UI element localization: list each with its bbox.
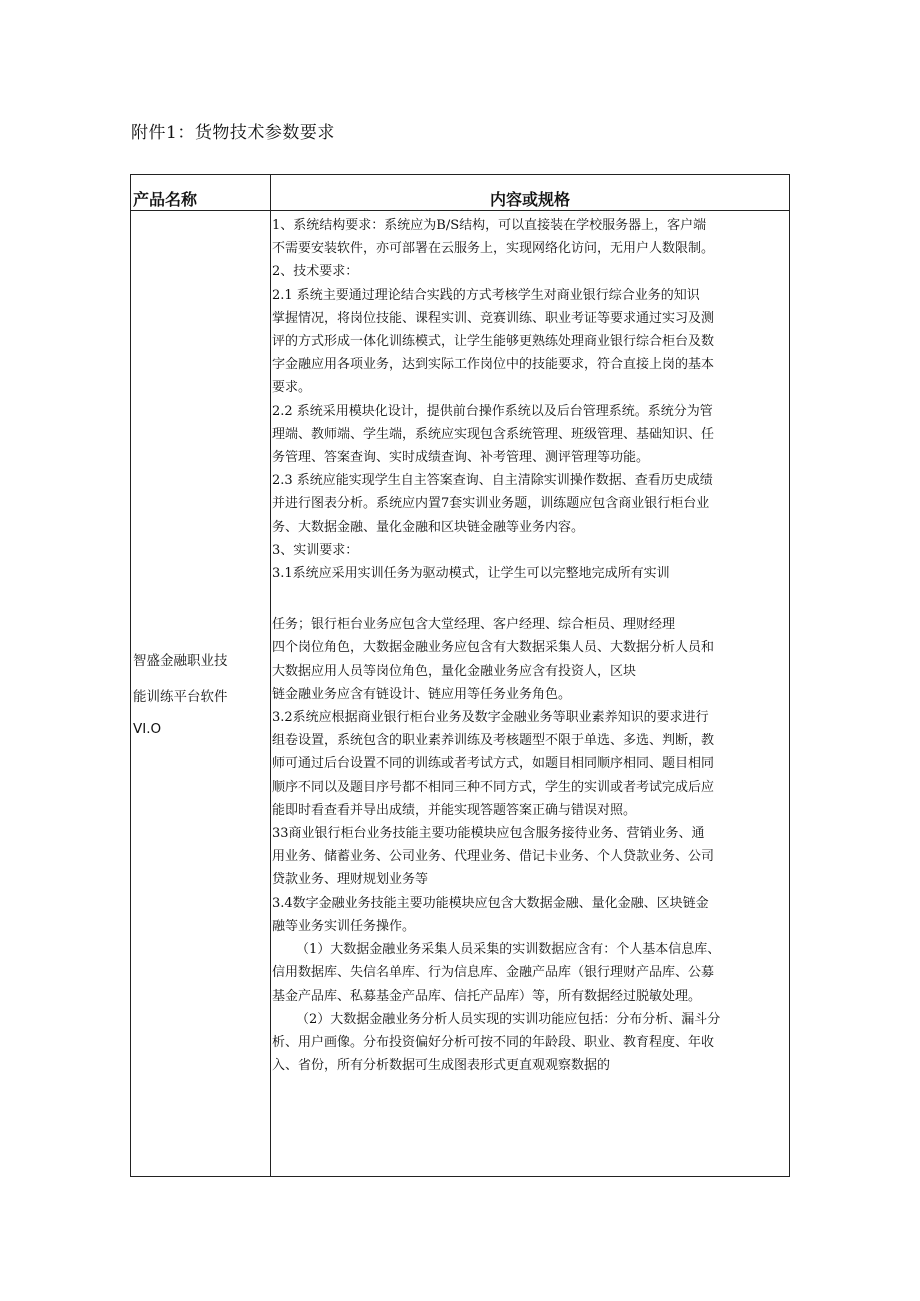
content-line: （1）大数据金融业务采集人员采集的实训数据应含有：个人基本信息库、 (296, 942, 721, 958)
content-line: 用业务、储蓄业务、公司业务、代理业务、借记卡业务、个人贷款业务、公司 (272, 849, 715, 865)
content-line: 理端、教师端、学生端，系统应实现包含系统管理、班级管理、基础知识、任 (272, 426, 715, 442)
content-line: 不需要安装软件，亦可部署在云服务上，实现网络化访问，无用户人数限制。 (272, 241, 715, 257)
content-line: 融等业务实训任务操作。 (272, 918, 416, 934)
content-line: 务、大数据金融、量化金融和区块链金融等业务内容。 (272, 519, 585, 535)
content-line: 任务；银行柜台业务应包含大堂经理、客户经理、综合柜员、理财经理 (272, 617, 676, 633)
content-line: 基金产品库、私募基金产品库、信托产品库）等，所有数据经过脱敏处理。 (272, 988, 702, 1004)
content-line: 掌握情况，将岗位技能、课程实训、竞赛训练、职业考证等要求通过实习及测 (272, 310, 715, 326)
product-name-line: 能训练平台软件 (133, 689, 228, 705)
content-line: 33商业银行柜台业务技能主要功能模块应包含服务接待业务、营销业务、通 (272, 826, 705, 842)
spec-content (272, 214, 790, 1077)
content-line: 务管理、答案查询、实时成绩查询、补考管理、测评管理等功能。 (272, 450, 650, 466)
content-line: 要求。 (272, 380, 312, 396)
column-divider (270, 175, 271, 1176)
content-line: 大数据应用人员等岗位角色，量化金融业务应含有投资人，区块 (272, 663, 637, 679)
content-line: 贷款业务、理财规划业务等 (272, 872, 429, 888)
spec-table (130, 174, 790, 1177)
content-line: 四个岗位角色，大数据金融业务应包含有大数据采集人员、大数据分析人员和 (272, 640, 715, 656)
col-header-content: 内容或规格 (489, 190, 570, 209)
content-line: 3.1系统应采用实训任务为驱动模式，让学生可以完整地完成所有实训 (272, 566, 670, 582)
content-line: 链金融业务应含有链设计、链应用等任务业务角色。 (272, 686, 572, 702)
content-line: 并进行图表分析。系统应内置7套实训业务题，训练题应包含商业银行柜台业 (272, 496, 710, 512)
content-line: 2.3 系统应能实现学生自主答案查询、自主清除实训操作数据、查看历史成绩 (272, 473, 713, 489)
page-heading: 附件1：货物技术参数要求 (131, 123, 335, 143)
header-divider (131, 210, 789, 211)
content-line: 师可通过后台设置不同的训练或者考试方式，如题目相同顺序相同、题目相同 (272, 756, 715, 772)
content-line: 入、省份，所有分析数据可生成图表形式更直观观察数据的 (272, 1058, 611, 1074)
content-line: 评的方式形成一体化训练模式，让学生能够更熟练处理商业银行综合柜台及数 (272, 334, 715, 350)
content-line: 3.4数字金融业务技能主要功能模块应包含大数据金融、量化金融、区块链金 (272, 895, 709, 911)
content-line: 能即时看查看并导出成绩，并能实现答题答案正确与错误对照。 (272, 802, 637, 818)
content-line: 字金融应用各项业务，达到实际工作岗位中的技能要求，符合直接上岗的基本 (272, 357, 715, 373)
content-line: 顺序不同以及题目序号都不相同三种不同方式，学生的实训或者考试完成后应 (272, 779, 715, 795)
content-line: 2.2 系统采用模块化设计，提供前台操作系统以及后台管理系统。系统分为管 (272, 403, 713, 419)
content-line: （2）大数据金融业务分析人员实现的实训功能应包括：分布分析、漏斗分 (296, 1011, 721, 1027)
content-line: 2、技术要求： (272, 264, 359, 280)
content-line: 析、用户画像。分布投资偏好分析可按不同的年龄段、职业、教育程度、年收 (272, 1034, 715, 1050)
content-line: 3、实训要求： (272, 542, 359, 558)
content-line: 1、系统结构要求：系统应为B/S结构，可以直接装在学校服务器上，客户端 (272, 218, 707, 233)
content-line: 信用数据库、失信名单库、行为信息库、金融产品库（银行理财产品库、公募 (272, 965, 715, 981)
content-line: 2.1 系统主要通过理论结合实践的方式考核学生对商业银行综合业务的知识 (272, 287, 700, 303)
product-name-line: 智盛金融职业技 (133, 653, 228, 669)
content-line: 3.2系统应根据商业银行柜台业务及数字金融业务等职业素养知识的要求进行 (272, 710, 709, 726)
product-version: VI.O (133, 721, 162, 737)
col-header-product-name: 产品名称 (133, 190, 198, 209)
content-line: 组卷设置，系统包含的职业素养训练及考核题型不限于单选、多选、判断，教 (272, 733, 715, 749)
